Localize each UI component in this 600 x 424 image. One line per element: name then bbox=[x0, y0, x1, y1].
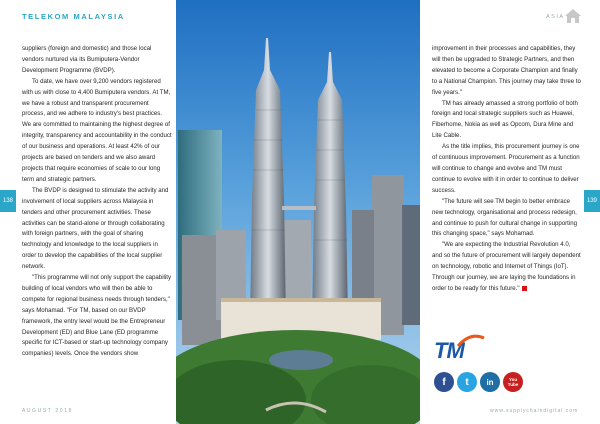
left-paragraph-1: suppliers (foreign and domestic) and those local vendors nurtured via its Bumiputera-Vendor Development Programme (BVDP). bbox=[22, 45, 152, 74]
right-paragraph-5 bbox=[432, 240, 582, 295]
right-paragraph-1: improvement in their processes and capabilities, they will then be upgraded to Strategic Partners, and then elevated to become a Corporate Champion and finally to a National Champion. This journey may take three to five years." bbox=[432, 45, 581, 96]
facebook-icon[interactable]: f bbox=[434, 372, 454, 392]
tm-logo[interactable] bbox=[434, 338, 494, 366]
left-paragraph-4: "This programme will not only support the capability building of local vendors who will then be able to compete for regional business needs through tenders," says Mohamad. "For TM, based on our BVDP framework, the entry level would be the Entrepreneur Development (ED) and Blue Lane (ED programme specific for ICT-based or start-up technology company companies) levels. Once the vendors show bbox=[22, 274, 171, 358]
left-paragraph-2: To date, we have over 9,200 vendors registered with us with close to 4,400 Bumiputera vendors. At TM, we have a robust and transparent procurement process, and we adhere to industry's best practices. We are committed to maintaining the highest degree of integrity, transparency and accountability in the conduct of our business and operations. At least 42% of our projects are based on tenders and we also award projects that require economies of scale to our long term and strategic partners. bbox=[22, 77, 172, 183]
left-paragraph-3: The BVDP is designed to stimulate the activity and involvement of local suppliers across Malaysia in tenders and other procurement activities. These activities can be stand-alone or through collaborating with foreign partners, with the goal of sharing technology and knowledge to the local suppliers in order to develop the capabilities of the local supplier network. bbox=[22, 186, 169, 271]
linkedin-icon[interactable]: in bbox=[480, 372, 500, 392]
tm-logo-swoosh-icon bbox=[456, 334, 486, 348]
petronas-towers-photo bbox=[176, 0, 420, 424]
right-paragraph-4: "The future will see TM begin to better embrace new technology, organisational and process redesign, and continue to push for cultural change in supporting this changing space," says Mohamad. bbox=[432, 197, 577, 238]
header-region: ASIA bbox=[546, 14, 565, 20]
twitter-icon[interactable]: t bbox=[457, 372, 477, 392]
youtube-label: You Tube bbox=[507, 377, 519, 387]
left-page bbox=[0, 0, 176, 424]
footer-date: AUGUST 2018 bbox=[22, 408, 73, 414]
footer-url[interactable]: www.supplychaindigital.com bbox=[490, 408, 579, 414]
left-column-text bbox=[22, 44, 172, 360]
end-mark-icon bbox=[522, 286, 527, 291]
right-column-text bbox=[432, 44, 582, 295]
right-paragraph-2: TM has already amassed a strong portfolio of both foreign and local strategic suppliers such as Huawei, Fiberhome, Nokia as well as Opcom, Dura Mine and Lite Cable. bbox=[432, 99, 578, 140]
right-paragraph-3: As the title implies, this procurement journey is one of continuous improvement. Procurement as a function will continue to change and evolve and TM must continue to evolve with it in order to continue to deliver success. bbox=[432, 143, 580, 194]
page-number-left: 138 bbox=[0, 190, 16, 212]
page-number-right: 139 bbox=[584, 190, 600, 212]
header-brand: TELEKOM MALAYSIA bbox=[22, 12, 125, 21]
youtube-icon[interactable] bbox=[503, 372, 523, 392]
right-paragraph-5-text: "We are expecting the Industrial Revolution 4.0, and so the future of procurement will largely dependent on technology, robotic and Internet of Things (IoT). Through our journey, we are laying the foundations in order to be ready for this future." bbox=[432, 241, 581, 292]
tm-logo-text: TM bbox=[434, 338, 464, 363]
